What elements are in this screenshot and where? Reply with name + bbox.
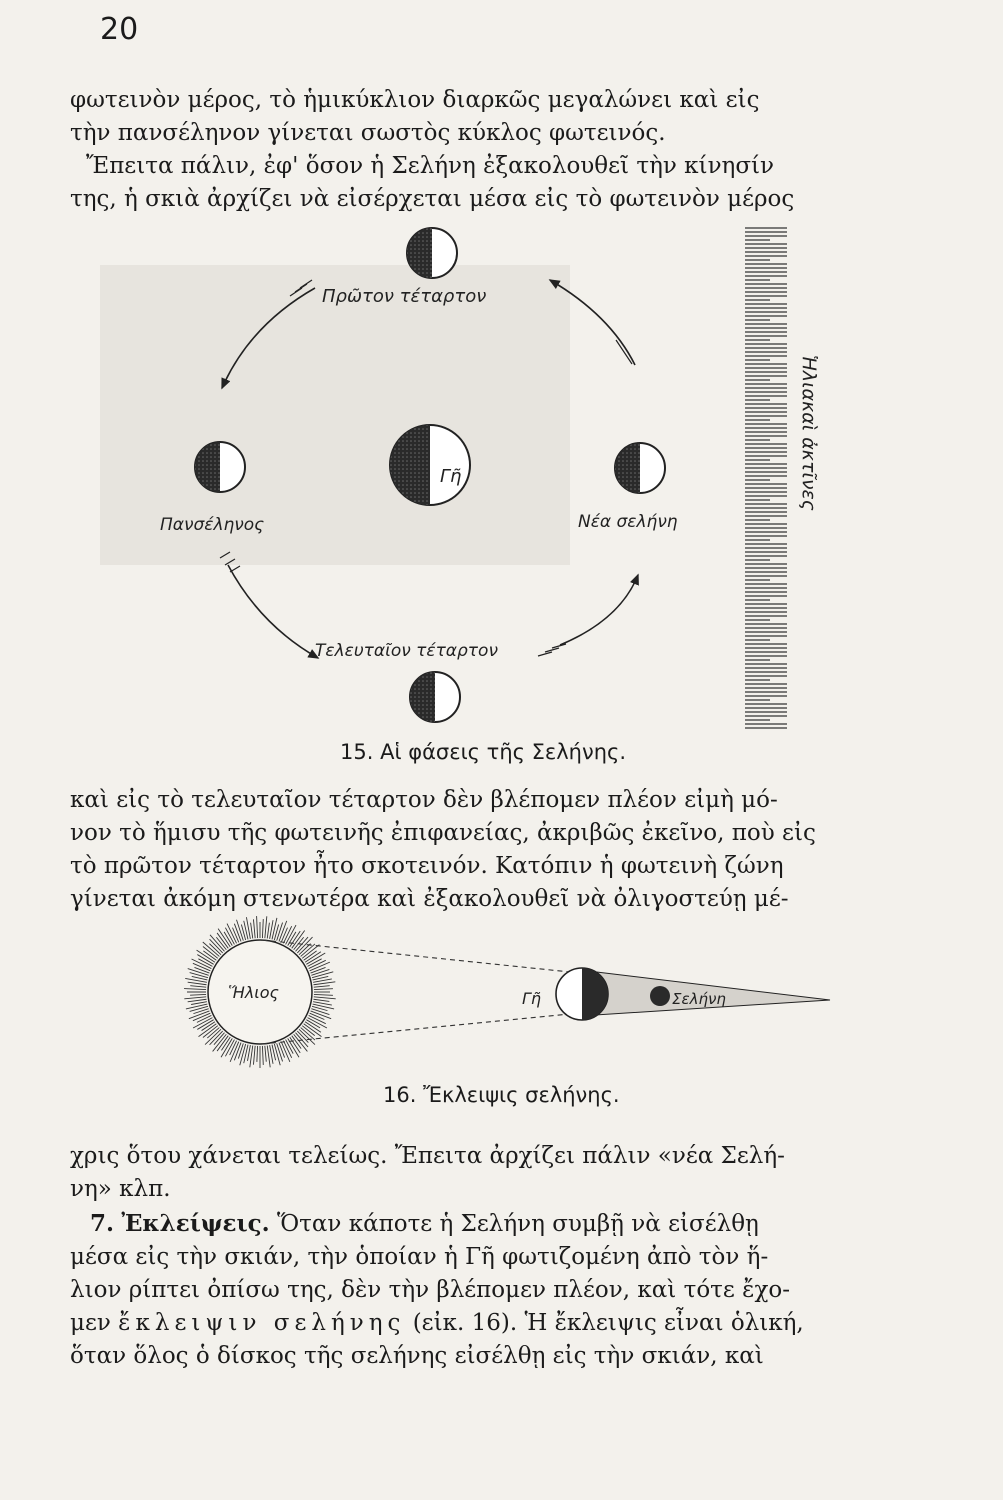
paragraph-3: [70, 1140, 938, 1206]
earth-icon: [556, 968, 608, 1020]
moon-last-quarter-icon: [410, 672, 460, 722]
page-number: 20: [100, 12, 139, 47]
label-full-moon: Πανσέληνος: [160, 515, 265, 535]
text-line: χρις ὅτου χάνεται τελείως. Ἔπειτα ἀρχίζει πάλιν «νέα Σελή-: [70, 1143, 785, 1169]
section-7-paragraph: [70, 1207, 938, 1373]
section-7-text: Ὅταν κάποτε ἡ Σελήνη συμβῇ νὰ εἰσέλθῃ: [277, 1211, 759, 1237]
text-fragment: (εἰκ. 16). Ἡ ἔκλειψις εἶναι ὁλική,: [412, 1310, 804, 1336]
text-line: της, ἡ σκιὰ ἀρχίζει νὰ εἰσέρχεται μέσα εἰς τὸ φωτεινὸν μέρος: [70, 186, 795, 212]
text-line: γίνεται ἀκόμη στενωτέρα καὶ ἐξακολουθεῖ νὰ ὀλιγοστεύῃ μέ-: [70, 886, 789, 912]
paragraph-1: [70, 84, 938, 216]
label-moon: Σελήνη: [672, 990, 726, 1008]
moon-first-quarter-icon: [407, 228, 457, 278]
text-line: [70, 1207, 938, 1241]
sun-rays-label: Ἡλιακαὶ ἀκτῖνες: [798, 355, 820, 511]
earth-icon: [390, 425, 470, 505]
figure-lunar-eclipse: [170, 912, 840, 1072]
label-earth: Γῆ: [440, 466, 462, 487]
text-line: λιον ρίπτει ὀπίσω της, δὲν τὴν βλέπομεν πλέον, καὶ τότε ἔχο-: [70, 1277, 791, 1303]
text-fragment: μεν: [70, 1310, 111, 1336]
section-7-number: 7.: [90, 1210, 115, 1237]
sun-rays-icon: [743, 225, 788, 735]
text-line: καὶ εἰς τὸ τελευταῖον τέταρτον δὲν βλέπομεν πλέον εἰμὴ μό-: [70, 787, 778, 813]
label-earth: Γῆ: [522, 989, 542, 1008]
moon-full-icon: [195, 442, 245, 492]
moon-new-icon: [615, 443, 665, 493]
moon-icon: [650, 986, 670, 1006]
figure-16-caption: 16. Ἔκλειψις σελήνης.: [383, 1083, 620, 1107]
label-sun: Ἥλιος: [228, 983, 279, 1002]
text-line: νη» κλπ.: [70, 1176, 171, 1202]
label-new-moon: Νέα σελήνη: [578, 512, 678, 532]
text-line: φωτεινὸν μέρος, τὸ ἡμικύκλιον διαρκῶς μεγαλώνει καὶ εἰς: [70, 87, 760, 113]
spaced-term: ἔκλειψιν σελήνης: [118, 1310, 406, 1336]
figure-15-caption: 15. Αἱ φάσεις τῆς Σελήνης.: [340, 740, 627, 764]
text-line: τὴν πανσέληνον γίνεται σωστὸς κύκλος φωτεινός.: [70, 120, 666, 146]
text-line: νον τὸ ἥμισυ τῆς φωτεινῆς ἐπιφανείας, ἀκριβῶς ἐκεῖνο, ποὺ εἰς: [70, 820, 816, 846]
text-line: [70, 1307, 938, 1340]
figure-moon-phases: [90, 220, 820, 740]
paragraph-2: [70, 784, 938, 916]
label-first-quarter: Πρῶτον τέταρτον: [322, 286, 487, 307]
label-last-quarter: Τελευταῖον τέταρτον: [315, 641, 498, 661]
orbit-arrow-bottom-left: [228, 565, 318, 658]
text-line: μέσα εἰς τὴν σκιάν, τὴν ὁποίαν ἡ Γῆ φωτιζομένη ἀπὸ τὸν ἥ-: [70, 1244, 769, 1270]
section-7-title: Ἐκλείψεις.: [121, 1210, 270, 1237]
text-line: ὅταν ὅλος ὁ δίσκος τῆς σελήνης εἰσέλθῃ εἰς τὴν σκιάν, καὶ: [70, 1343, 764, 1369]
text-line: τὸ πρῶτον τέταρτον ἦτο σκοτεινόν. Κατόπιν ἡ φωτεινὴ ζώνη: [70, 853, 784, 879]
orbit-arrow-bottom-right: [560, 575, 638, 645]
text-line: Ἔπειτα πάλιν, ἐφ' ὅσον ἡ Σελήνη ἐξακολουθεῖ τὴν κίνησίν: [86, 153, 775, 179]
